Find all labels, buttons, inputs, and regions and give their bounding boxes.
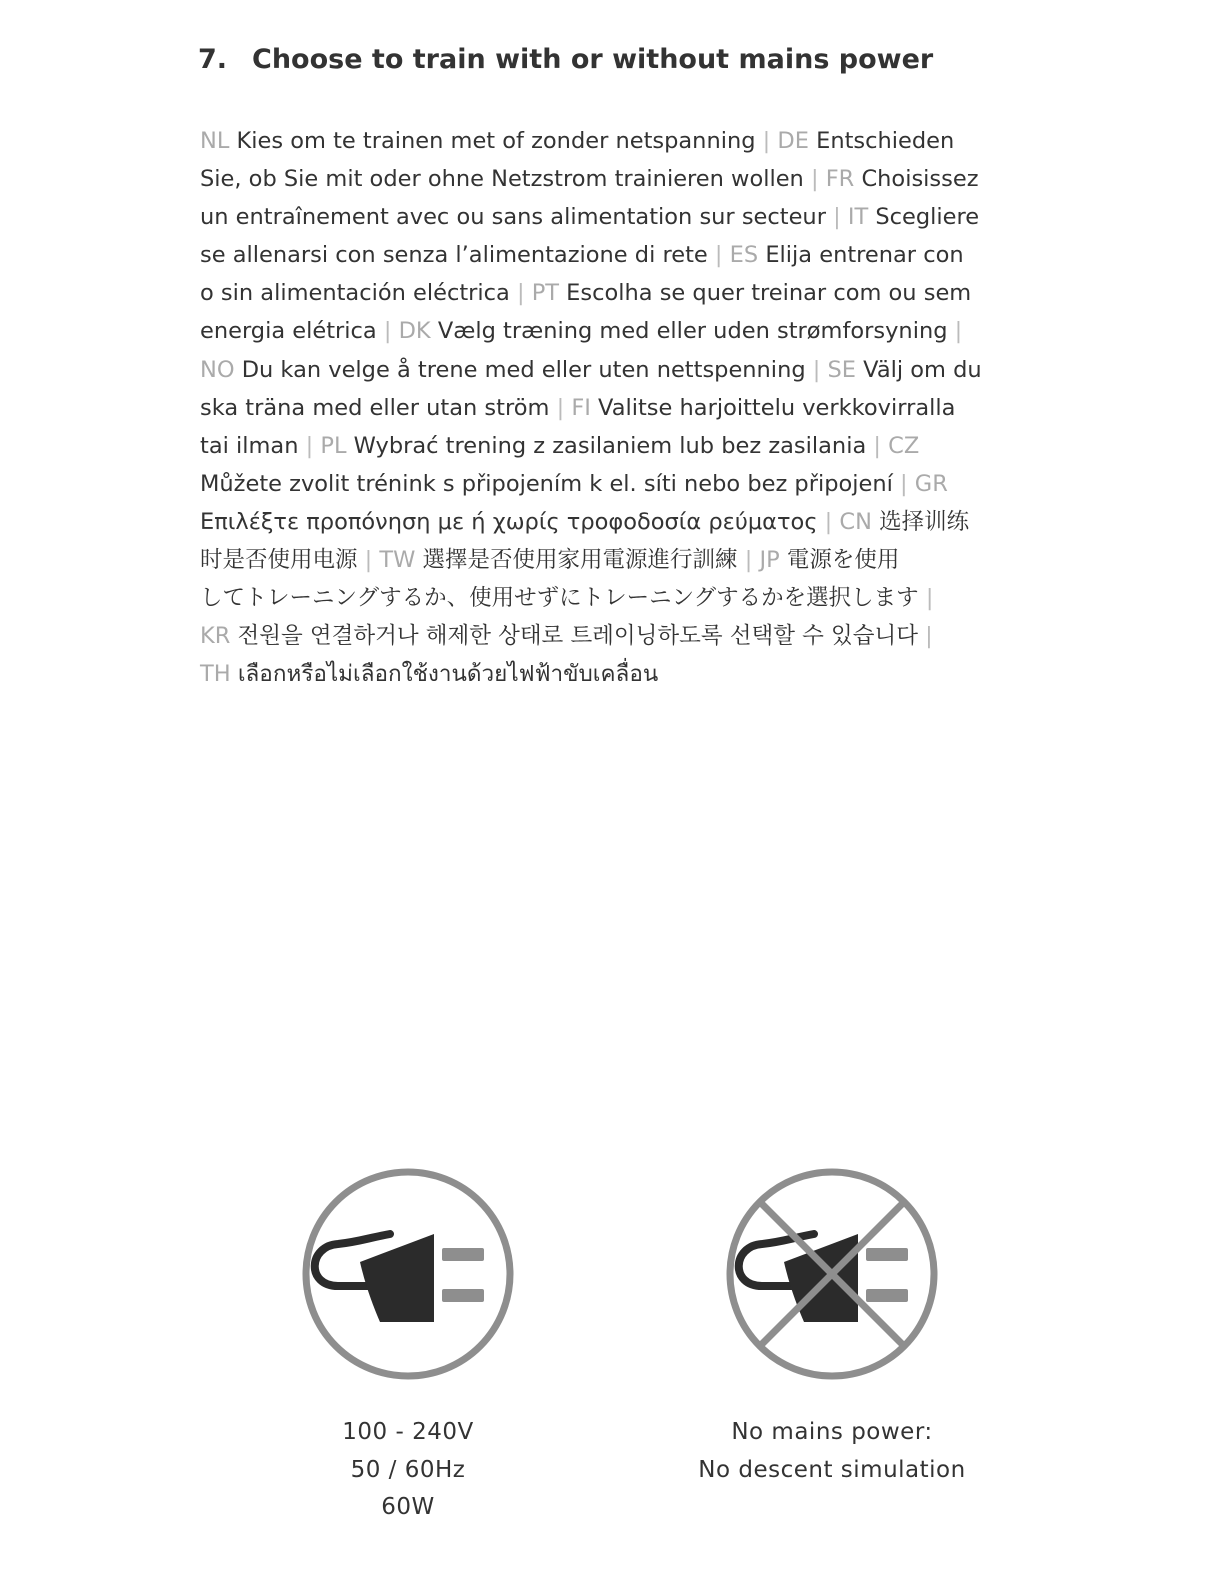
translation-text: Du kan velge å trene med eller uten nettspenning [234, 356, 813, 383]
voltage-spec: 100 - 240V [342, 1419, 474, 1445]
translation-text: ska träna med eller utan ström [200, 394, 557, 421]
translation-text: Scegliere [868, 204, 980, 231]
translation-text [908, 471, 915, 497]
language-code: JP [759, 547, 780, 574]
translation-text [391, 318, 398, 344]
translation-text: Επιλέξτε προπόνηση με ή χωρίς τροφοδοσία ρεύματος [200, 508, 825, 535]
separator: | [744, 547, 753, 574]
translation-text [525, 280, 532, 306]
language-code: CZ [888, 432, 920, 459]
translation-text: se allenarsi con senza l’alimentazione di rete [200, 242, 715, 269]
language-code: NO [200, 356, 235, 383]
translation-line [200, 427, 1070, 465]
translation-text: un entraînement avec ou sans alimentation sur secteur [200, 204, 834, 231]
plug-icon [302, 1168, 514, 1380]
translation-text [841, 204, 848, 230]
translation-line [200, 236, 1070, 274]
translation-line [200, 312, 1070, 350]
translation-text: Můžete zvolit trénink s připojením k el. síti nebo bez připojení [200, 470, 901, 497]
language-code: TH [200, 661, 231, 688]
section-number: 7. [198, 44, 228, 75]
language-code: DE [777, 128, 809, 154]
translation-line [200, 655, 1070, 693]
translation-text: 選擇是否使用家用電源進行訓練 [415, 547, 745, 574]
translation-line [200, 198, 1070, 236]
separator: | [364, 547, 373, 574]
no-plug-icon [726, 1168, 938, 1380]
language-code: GR [914, 470, 948, 497]
separator: | [556, 394, 565, 421]
language-code: IT [847, 204, 869, 231]
translation-line [200, 351, 1070, 389]
separator: | [900, 470, 908, 497]
translation-text: してトレーニングするか、使用せずにトレーニングするかを選択します [200, 585, 926, 612]
translation-text: 전원을 연결하거나 해제한 상태로 트레이닝하도록 선택할 수 있습니다 [230, 623, 926, 650]
translation-text: 选择训练 [871, 508, 970, 535]
language-code: NL [200, 128, 230, 154]
translation-text: Choisissez [854, 166, 979, 193]
no-mains-caption [652, 1414, 1012, 1489]
translation-line [200, 274, 1070, 312]
separator: | [873, 432, 881, 459]
separator: | [954, 318, 963, 345]
translation-line [200, 579, 1070, 617]
translation-text [723, 242, 730, 268]
translation-text: energia elétrica [200, 318, 384, 345]
translation-text: Välj om du [856, 356, 982, 383]
translation-line [200, 541, 1070, 579]
translation-line [200, 503, 1070, 541]
translation-line [200, 389, 1070, 427]
separator: | [810, 166, 819, 193]
translation-text [819, 166, 826, 192]
separator: | [516, 280, 525, 307]
language-code: ES [729, 242, 759, 269]
translation-text: tai ilman [200, 432, 306, 459]
translation-line [200, 122, 1070, 160]
separator: | [824, 508, 833, 535]
language-code: SE [827, 356, 857, 383]
separator: | [305, 432, 314, 459]
separator: | [812, 356, 821, 383]
translation-text: 时是否使用电源 [200, 547, 365, 574]
translation-text: Entschieden [808, 128, 955, 154]
separator: | [762, 128, 771, 154]
translation-text: 電源を使用 [779, 547, 900, 574]
separator: | [714, 242, 723, 269]
translation-line [200, 160, 1070, 198]
wattage-spec: 60W [381, 1494, 435, 1520]
translation-text: เลือกหรือไม่เลือกใช้งานด้วยไฟฟ้าขับเคลื่อน [230, 661, 659, 688]
language-code: FR [825, 166, 855, 193]
translation-text: o sin alimentación eléctrica [200, 280, 517, 307]
mains-power-caption [228, 1414, 588, 1527]
separator: | [925, 623, 933, 650]
language-code: PL [320, 432, 347, 459]
language-code: FI [571, 394, 591, 421]
section-title: Choose to train with or without mains power [252, 44, 934, 75]
language-code: TW [379, 547, 416, 574]
language-code: KR [200, 623, 231, 650]
no-mains-title: No mains power: [731, 1419, 933, 1445]
frequency-spec: 50 / 60Hz [350, 1456, 466, 1483]
translation-text: Escolha se quer treinar com ou sem [559, 280, 972, 307]
translation-text: Elija entrenar con [758, 242, 964, 269]
translation-text: Vælg træning med eller uden strømforsyning [430, 318, 955, 345]
translation-text: Valitse harjoittelu verkkovirralla [590, 394, 956, 421]
separator: | [383, 318, 392, 345]
language-code: DK [398, 318, 431, 345]
translation-text: Wybrać trening z zasilaniem lub bez zasilania [346, 432, 874, 459]
separator: | [925, 585, 934, 612]
translation-line [200, 617, 1070, 655]
no-descent-note: No descent simulation [698, 1456, 966, 1483]
translations-block [200, 122, 1070, 693]
translation-text: Sie, ob Sie mit oder ohne Netzstrom trainieren wollen [200, 166, 811, 193]
translation-text: Kies om te trainen met of zonder netspanning [229, 128, 763, 154]
language-code: PT [531, 280, 560, 307]
separator: | [833, 204, 841, 231]
translation-line [200, 465, 1070, 503]
language-code: CN [839, 508, 872, 535]
section-heading [198, 44, 933, 75]
translation-text [820, 357, 827, 383]
